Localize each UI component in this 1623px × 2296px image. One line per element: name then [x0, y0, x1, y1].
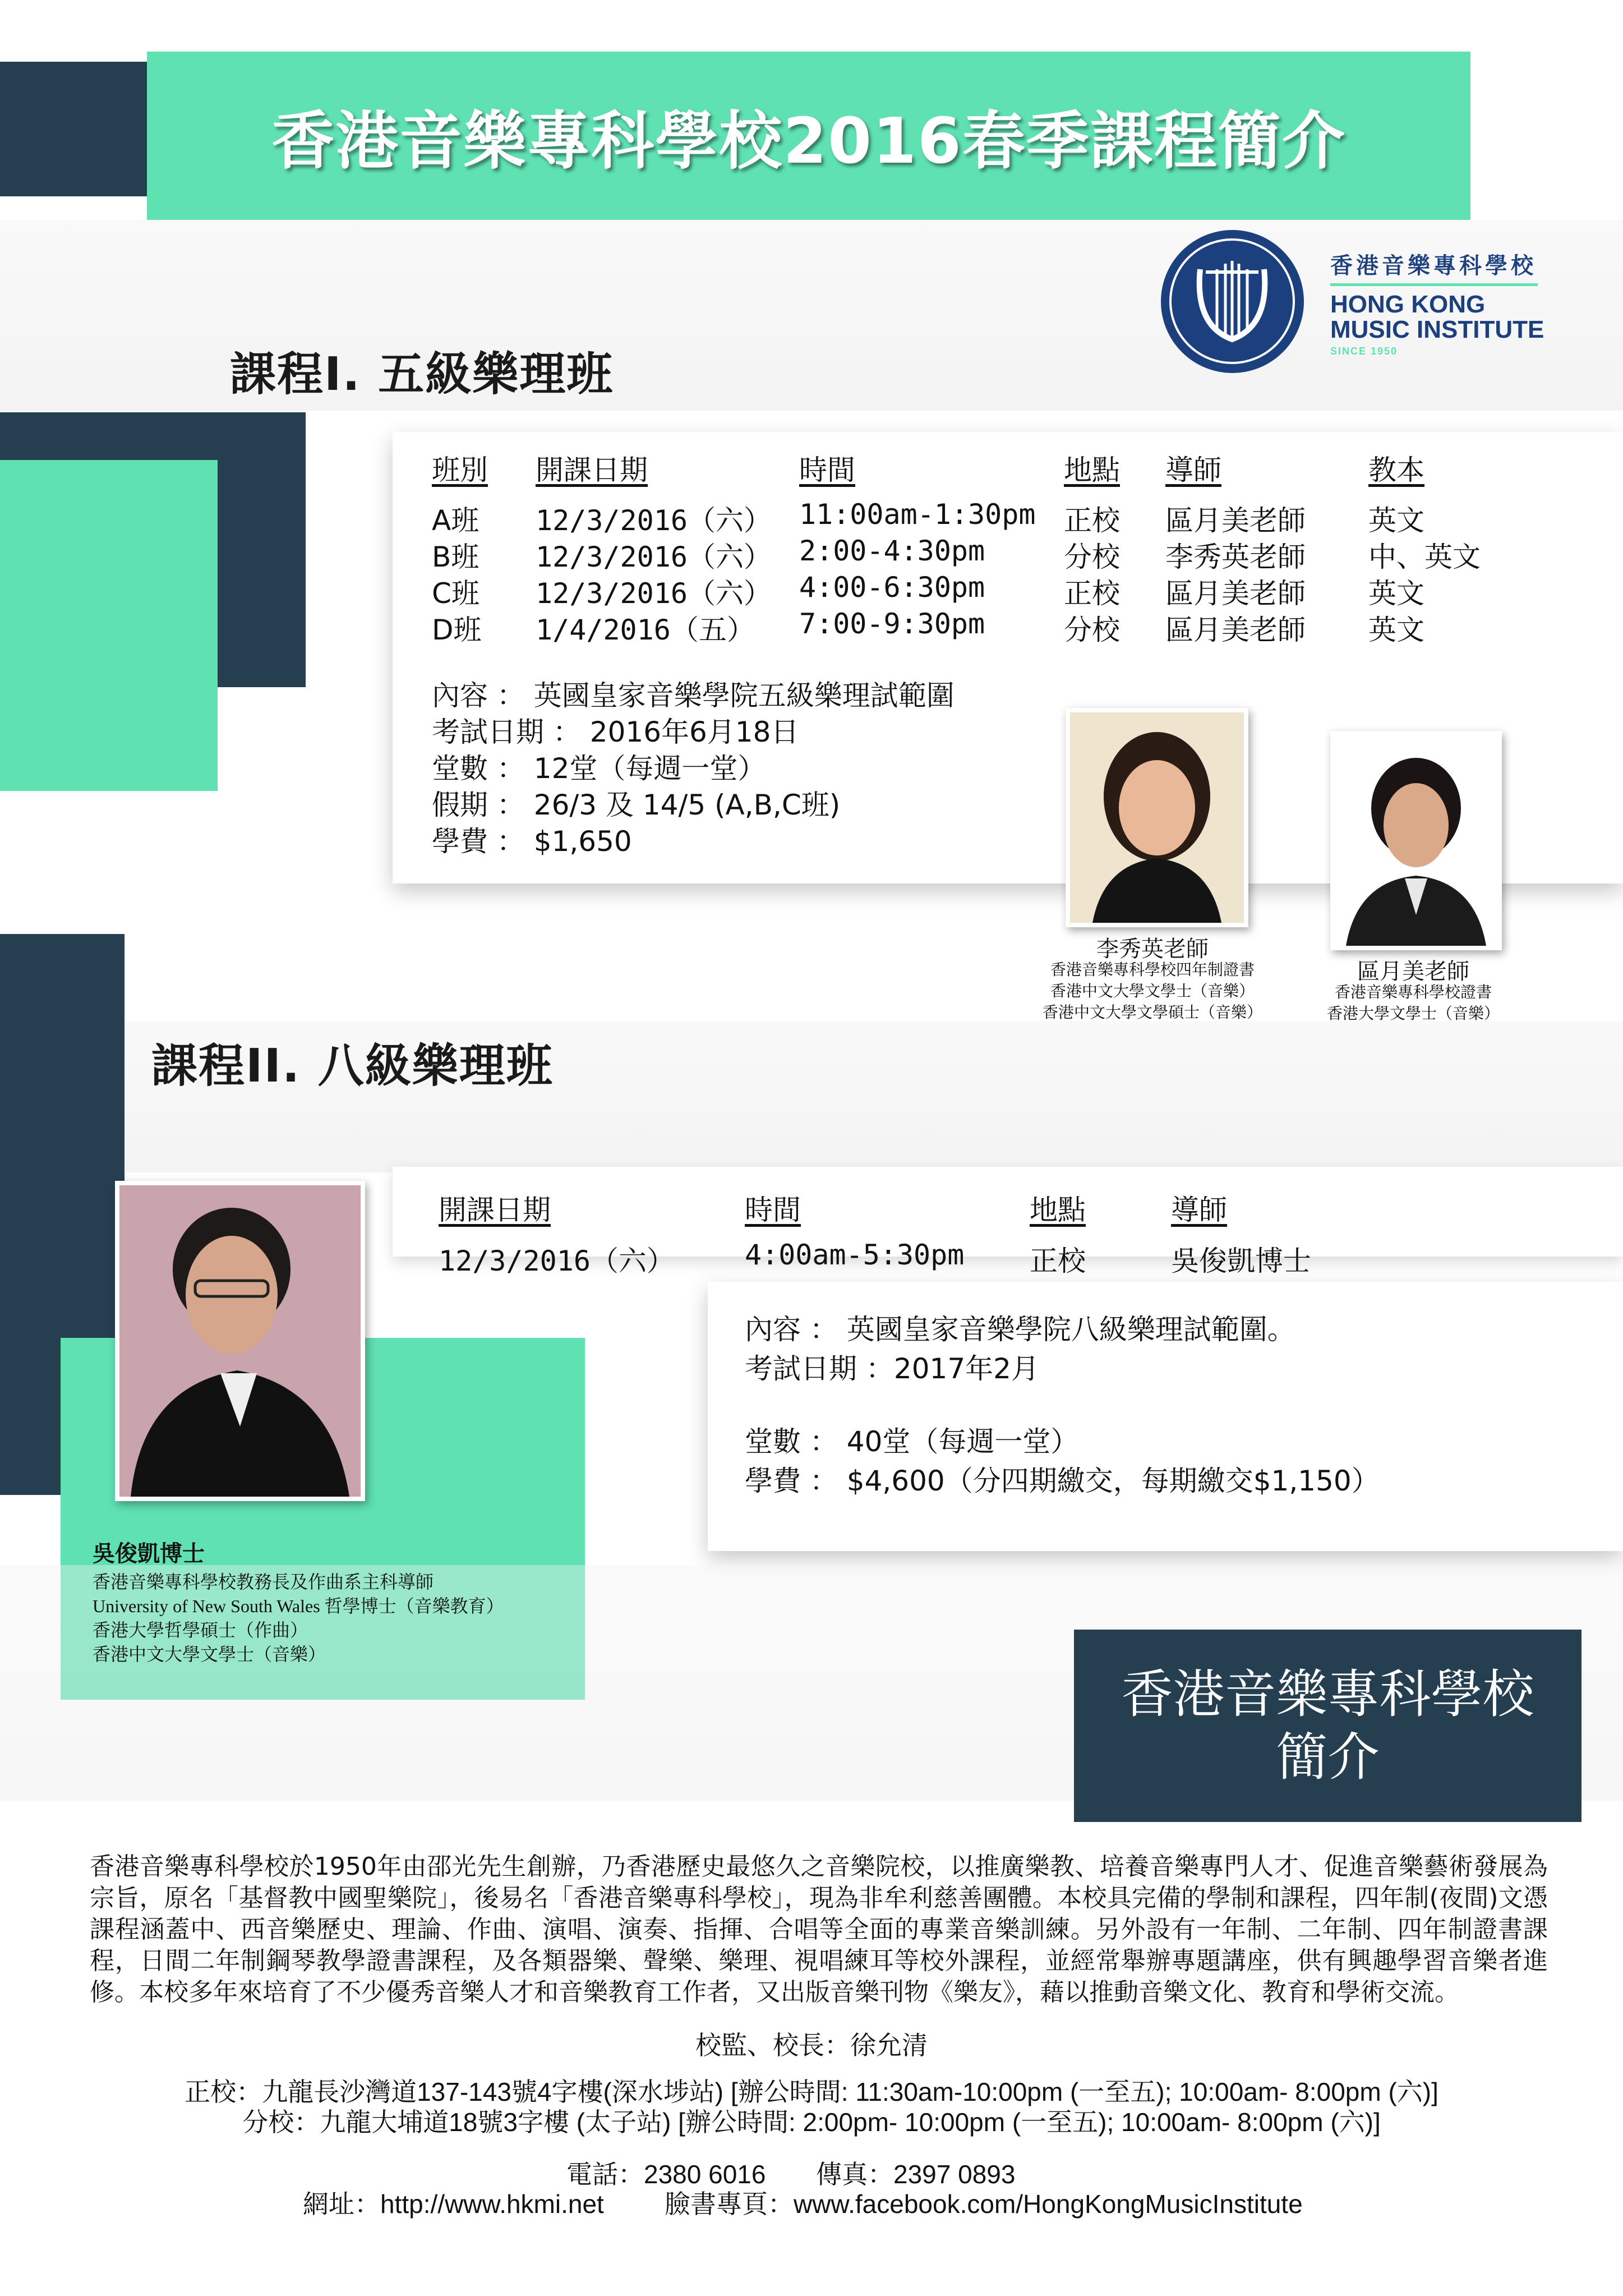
course1-header-location: 地點 [1064, 454, 1120, 486]
course2-header-time: 時間 [745, 1194, 801, 1226]
course1-row-d-class: D班 [432, 614, 482, 646]
course1-row-a-teacher: 區月美老師 [1165, 504, 1306, 537]
teacher-cred-au-2: 香港大學文學士（音樂） [1326, 1004, 1500, 1023]
course1-exam-date: 考試日期 ： 2016年6月18日 [432, 716, 799, 748]
course1-header-start-date: 開課日期 [536, 454, 648, 486]
course1-lessons: 堂數 ： 12堂（每週一堂） [432, 752, 766, 785]
course1-row-d-teacher: 區月美老師 [1165, 614, 1306, 646]
course2-fee: 學費 ： $4,600（分四期繳交，每期繳交$1,150） [745, 1465, 1380, 1497]
teacher-photo-ng [115, 1181, 365, 1501]
course1-row-c-class: C班 [432, 577, 479, 610]
logo-name-en-2: MUSIC INSTITUTE [1330, 316, 1544, 343]
course1-row-a-time: 11:00am-1:30pm [799, 498, 1036, 531]
main-campus-address: 正校：九龍長沙灣道137-143號4字樓(深水埗站) [辦公時間: 11:30am-10:00pm (一至五); 10:00am- 8:00pm (六)] [185, 2077, 1438, 2106]
teacher-name-ng: 吳俊凱博士 [93, 1541, 205, 1567]
course1-row-c-location: 正校 [1064, 577, 1120, 610]
logo-name-cn: 香港音樂專科學校 [1330, 253, 1537, 279]
course1-header-textbook: 教本 [1368, 454, 1424, 486]
course2-heading: 課程II. 八級樂理班 [151, 1039, 554, 1093]
portrait-icon [1335, 735, 1497, 946]
course1-row-b-location: 分校 [1064, 541, 1120, 573]
intro-title-line2: 簡介 [1276, 1727, 1380, 1787]
course2-header-teacher: 導師 [1171, 1194, 1227, 1226]
course1-row-b-class: B班 [432, 541, 479, 573]
teacher-cred-ng-1: 香港音樂專科學校教務長及作曲系主科導師 [93, 1571, 434, 1593]
branch-campus-address: 分校：九龍大埔道18號3字樓 (太子站) [辦公時間: 2:00pm- 10:00pm (一至五); 10:00am- 8:00pm (六)] [242, 2108, 1381, 2137]
teacher-photo-lee [1066, 708, 1248, 927]
teacher-cred-ng-4: 香港中文大學文學士（音樂） [93, 1644, 326, 1665]
teacher-cred-lee-3: 香港中文大學文學碩士（音樂） [1042, 1003, 1262, 1022]
fax: 傳真：2397 0893 [816, 2160, 1016, 2189]
course1-row-c-time: 4:00-6:30pm [799, 571, 985, 604]
intro-paragraph: 香港音樂專科學校於1950年由邵光先生創辦，乃香港歷史最悠久之音樂院校，以推廣樂教、培養音樂專門人才、促進音樂藝術發展為宗旨，原名「基督教中國聖樂院」，後易名「香港音樂專科學校」，現為非牟利慈善團體。本校具完備的學制和課程，四年制(夜間)文憑課程涵蓋中、西音樂歷史、理論、作曲、演唱、演奏、指揮、合唱等全面的專業音樂訓練。另外設有一年制、二年制、四年制證書課程，日間二年制鋼琴教學證書課程，及各類器樂、聲樂、樂理、視唱練耳等校外課程，並經常舉辦專題講座，供有興趣學習音樂者進修。本校多年來培育了不少優秀音樂人才和音樂教育工作者，又出版音樂刊物《樂友》，藉以推動音樂文化、教育和學術交流。 [90, 1852, 1548, 2007]
course2-content: 內容 ： 英國皇家音樂學院八級樂理試範圍。 [745, 1313, 1295, 1346]
course2-lessons: 堂數 ： 40堂（每週一堂） [745, 1425, 1079, 1458]
teacher-name-au: 區月美老師 [1357, 959, 1469, 984]
course1-row-a-date: 12/3/2016（六） [536, 504, 772, 537]
course2-teacher: 吳俊凱博士 [1171, 1245, 1311, 1277]
course1-header-teacher: 導師 [1165, 454, 1221, 486]
course1-row-b-date: 12/3/2016（六） [536, 541, 772, 573]
phone: 電話：2380 6016 [566, 2160, 766, 2189]
course2-time: 4:00am-5:30pm [745, 1239, 965, 1271]
teacher-cred-lee-1: 香港音樂專科學校四年制證書 [1050, 960, 1255, 979]
teacher-cred-ng-3: 香港大學哲學碩士（作曲） [93, 1619, 308, 1641]
lyre-icon [1161, 230, 1304, 373]
facebook-link[interactable]: 臉書專頁：www.facebook.com/HongKongMusicInstitute [665, 2189, 1303, 2219]
course1-row-d-time: 7:00-9:30pm [799, 608, 985, 640]
intro-title-line1: 香港音樂專科學校 [1121, 1664, 1534, 1724]
course1-row-a-location: 正校 [1064, 504, 1120, 537]
portrait-icon [119, 1185, 361, 1497]
portrait-icon [1070, 712, 1244, 923]
course1-row-d-date: 1/4/2016（五） [536, 614, 755, 646]
course2-date: 12/3/2016（六） [439, 1245, 675, 1277]
course1-header-class: 班別 [432, 454, 488, 486]
course1-row-c-textbook: 英文 [1368, 577, 1424, 610]
course1-fee: 學費 ： $1,650 [432, 825, 632, 858]
logo-name-en-1: HONG KONG [1330, 291, 1486, 318]
course1-row-b-teacher: 李秀英老師 [1165, 541, 1306, 573]
deco-mint-mid-left [0, 460, 218, 791]
teacher-name-lee: 李秀英老師 [1096, 936, 1209, 962]
deco-navy-top-left [0, 62, 147, 196]
logo-since: SINCE 1950 [1330, 346, 1398, 357]
course2-header-start-date: 開課日期 [439, 1194, 551, 1226]
course1-row-a-class: A班 [432, 504, 479, 537]
course1-heading: 課程I. 五級樂理班 [230, 348, 614, 401]
intro-title-box [1074, 1630, 1581, 1822]
course1-header-time: 時間 [799, 454, 855, 486]
course1-row-a-textbook: 英文 [1368, 504, 1424, 537]
course2-header-location: 地點 [1030, 1194, 1086, 1226]
course1-holidays: 假期 ： 26/3 及 14/5 (A,B,C班) [432, 789, 841, 821]
lyre-logo-icon [1161, 230, 1304, 373]
teacher-cred-lee-2: 香港中文大學文學士（音樂） [1050, 982, 1255, 1000]
course1-content: 內容 ： 英國皇家音樂學院五級樂理試範圍 [432, 679, 955, 712]
course1-row-b-time: 2:00-4:30pm [799, 535, 985, 567]
course2-exam-date: 考試日期 ：2017年2月 [745, 1352, 1039, 1385]
course1-row-c-date: 12/3/2016（六） [536, 577, 772, 610]
teacher-photo-au [1330, 731, 1502, 950]
teacher-cred-au-1: 香港音樂專科學校證書 [1334, 983, 1492, 1001]
course1-row-d-location: 分校 [1064, 614, 1120, 646]
course1-row-c-teacher: 區月美老師 [1165, 577, 1306, 610]
title-banner [147, 52, 1470, 220]
logo-divider [1330, 283, 1538, 286]
website-link[interactable]: 網址：http://www.hkmi.net [303, 2189, 604, 2219]
teacher-cred-ng-2: University of New South Wales 哲學博士（音樂教育） [93, 1596, 504, 1616]
course1-row-b-textbook: 中、英文 [1368, 541, 1481, 573]
principal: 校監、校長：徐允清 [695, 2031, 928, 2060]
page-title: 香港音樂專科學校2016春季課程簡介 [271, 104, 1346, 178]
course2-location: 正校 [1030, 1245, 1086, 1277]
course1-row-d-textbook: 英文 [1368, 614, 1424, 646]
